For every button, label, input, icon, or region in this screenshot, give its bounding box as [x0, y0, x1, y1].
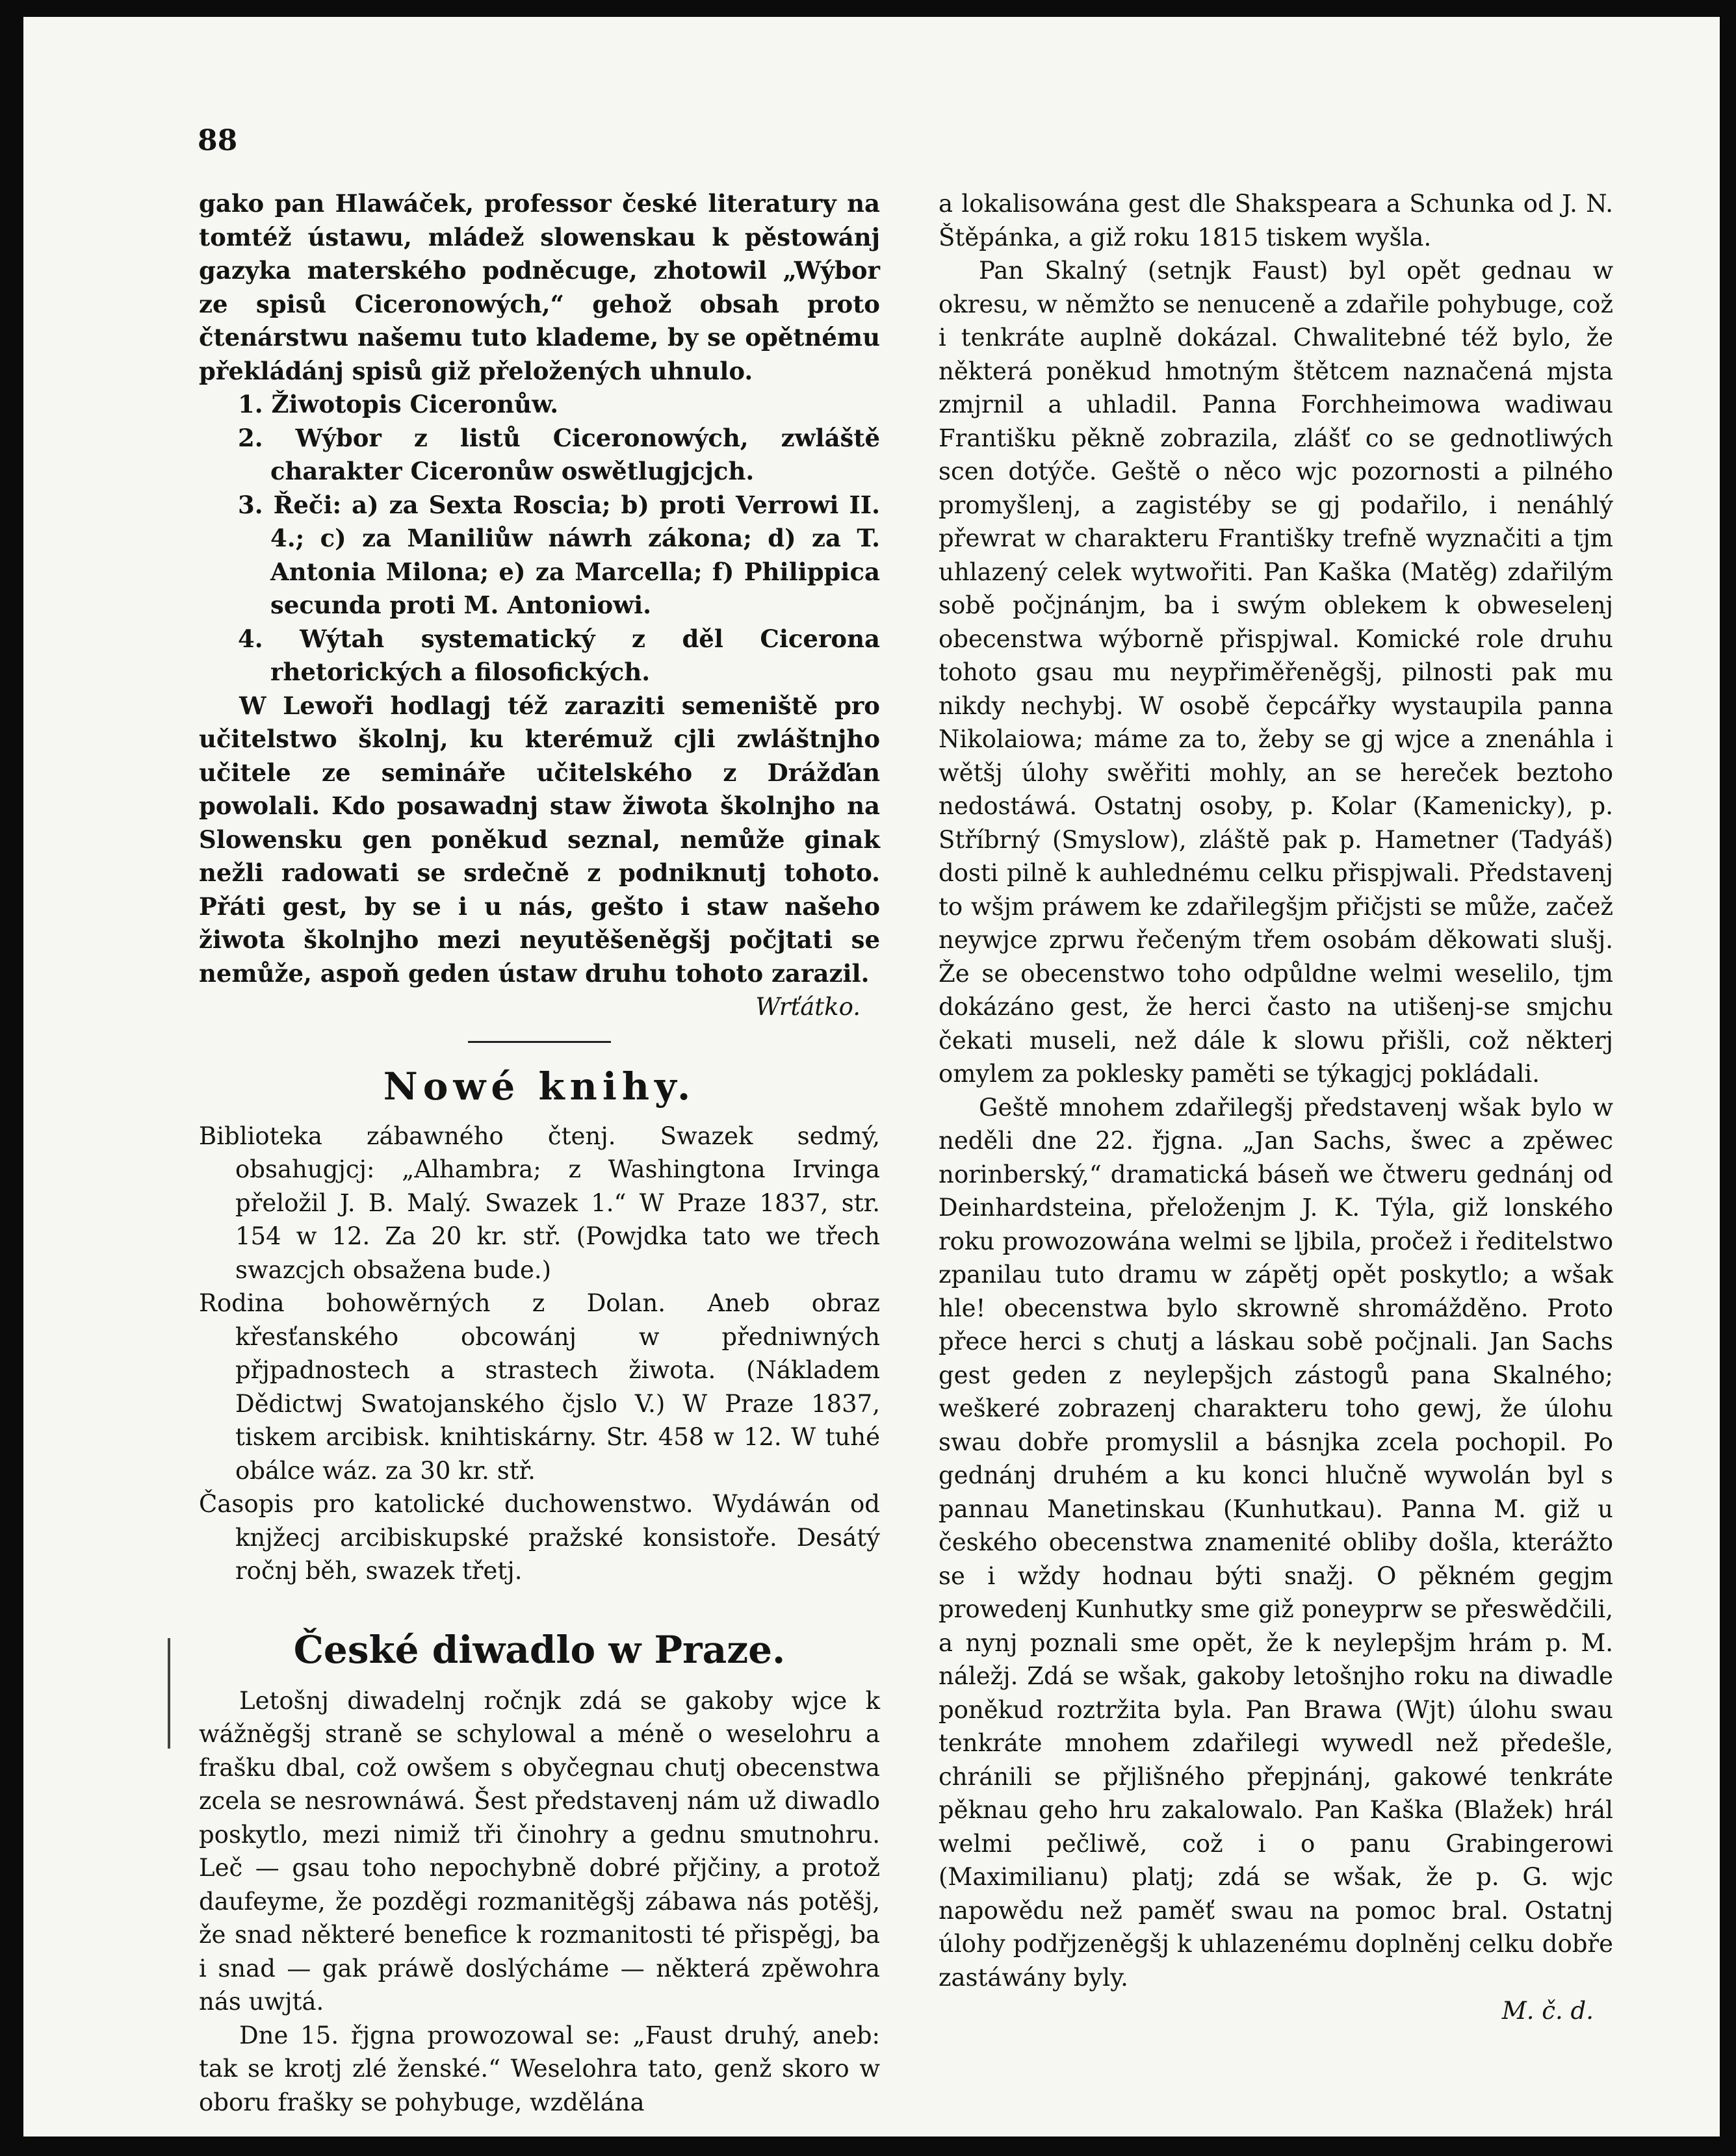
intro-paragraph: gako pan Hlawáček, professor české literatury na tomtéž ústawu, mládež slowenskau k pěstowánj gazyka materského podněcuge, zhotowil „Wýbor ze spisů Ciceronowých,“ gehož obsah proto čtenárstwu našemu tuto klademe, by se opětnému překládánj spisů giž přeložených uhnulo.	[199, 189, 880, 385]
book-entry: Časopis pro katolické duchowenstwo. Wydáwán od knjžecj arcibiskupské pražské konsistoře. Desátý ročnj běh, swazek třetj.	[199, 1490, 880, 1585]
list-item	[199, 388, 880, 422]
section-heading-new-books: Nowé knihy.	[383, 1064, 696, 1109]
theatre-paragraph: Dne 15. řjgna prowozowal se: „Faust druhý, aneb: tak se krotj zlé ženské.“ Weselohra tato, genž skoro w oboru frašky se pohybuge, wzdělána	[199, 2021, 880, 2116]
list-item-text: Wýtah systematický z děl Cicerona rhetorických a filosofických.	[270, 624, 880, 686]
newspaper-page	[23, 17, 1720, 2137]
review-signature: M. č. d.	[1501, 1997, 1594, 2025]
list-item	[199, 622, 880, 689]
left-column	[199, 187, 880, 2119]
list-item-number: 1.	[238, 390, 263, 418]
list-item-number: 4.	[238, 624, 263, 653]
list-item	[199, 422, 880, 489]
section-divider	[468, 1041, 611, 1043]
theatre-paragraph: Letošnj diwadelnj ročnjk zdá se gakoby wjce k wážněgšj straně se schylowal a méně o weselohru a frašku dbal, což owšem s obyčegnau chutj obecenstwa zcela se nesrownáwá. Šest představenj nám už diwadlo poskytlo, mezi nimiž tři činohry a gednu smutnohru. Leč — gsau toho nepochybně dobré přjčiny, a protož daufeyme, že pozděgi rozmanitěgšj zábawa nás potěšj, že snad některé benefice k rozmanitosti té přispěgj, ba i snad — gak práwě doslýcháme — některá zpěwohra nás uwjtá.	[199, 1686, 880, 2016]
review-paragraph: Pan Skalný (setnjk Faust) byl opět gednau w okresu, w němžto se nenuceně a zdařile pohybuge, což i tenkráte auplně dokázal. Chwalitebné též bylo, že některá poněkud hmotným štětcem naznačená mjsta zmjrnil a uhladil. Panna Forchheimowa wadiwau Františku pěkně zobrazila, zlášť co se gednotliwých scen dotýče. Geště o něco wjc pozornosti a pilného promyšlenj, a zagistéby se gj podařilo, i nenáhlý přewrat w charakteru Františky trefně wyznačiti a tjm uhlazený celek wytwořiti. Pan Kaška (Matěg) zdařilým sobě počjnánjm, ba i swým oblekem k obweselenj obecenstwa wýborně přispjwal. Komické role druhu tohoto gsau mu neypřiměřeněgšj, pilnosti pak mu nikdy nechybj. W osobě čepcářky wystaupila panna Nikolaiowa; máme za to, žeby se gj wjce a znenáhla i wětšj úlohy swěřiti mohly, an se hereček beztoho nedostáwá. Ostatnj osoby, p. Kolar (Kamenicky), p. Stříbrný (Smyslow), zláště pak p. Hametner (Tadyáš) dosti pilně k auhlednému celku přispjwali. Představenj to wšjm práwem ke zdařilegšjm přičjsti se může, začež neywjce zprwu řečeným třem osobám děkowati slušj. Že se obecenstwo toho odpůldne welmi weselilo, tjm dokázáno gest, že herci často na utišenj-se smjchu čekati museli, než dále k slowu přišli, což některj omylem za poklesky paměti se týkagjcj pokládali.	[939, 257, 1613, 1088]
article-signature: Wrťátko.	[755, 993, 861, 1021]
page-number: 88	[198, 124, 238, 157]
right-column	[939, 187, 1613, 2028]
margin-line-mark	[168, 1638, 170, 1749]
list-item-text: Žiwotopis Ciceronůw.	[271, 390, 559, 418]
book-entry: Biblioteka zábawného čtenj. Swazek sedmý, obsahugjcj: „Alhambra; z Washingtona Irvinga přeložil J. B. Malý. Swazek 1.“ W Praze 1837, str. 154 w 12. Za 20 kr. stř. (Powjdka tato we třech swazcjch obsažena bude.)	[199, 1122, 880, 1284]
list-item-number: 3.	[238, 490, 263, 519]
list-item	[199, 489, 880, 622]
list-item-number: 2.	[238, 423, 263, 452]
review-paragraph: Geště mnohem zdařilegšj představenj wšak bylo w neděli dne 22. řjgna. „Jan Sachs, šwec a zpěwec norinberský,“ dramatická báseň we čtweru gednánj od Deinhardsteina, přeloženjm J. K. Týla, giž lonského roku prowozowána welmi se ljbila, pročež i ředitelstwo zpanilau tuto dramu w zápětj opět poskytlo; a wšak hle! obecenstwa bylo skrowně shromážděno. Proto přece herci s chutj a láskau sobě počjnali. Jan Sachs gest geden z neylepšjch zástogů pana Skalného; weškeré zobrazenj charakteru toho gewj, že úlohu swau dobře promyslil a básnjka zcela pochopil. Po gednánj druhém a ku konci hlučně wywolán byl s pannau Manetinskau (Kunhutkau). Panna M. giž u českého obecenstwa znamenité obliby došla, kterážto se i wždy hodnau býti snažj. O pěkném gegjm prowedenj Kunhutky sme giž poneyprw se přeswědčili, a nynj poznali sme opět, že k neylepšjm hrám p. M. náležj. Zdá se wšak, gakoby letošnjho roku na diwadle poněkud roztržita byla. Pan Brawa (Wjt) úlohu swau tenkráte mnohem zdařilegi wywedl než předešle, chránili se přjlišného přepjnánj, gakowé tenkráte pěknau geho hru zakalowalo. Pan Kaška (Blažek) hrál welmi pečliwě, což i o panu Grabingerowi (Maximilianu) platj; zdá se wšak, že p. G. wjc napowědu než paměť swau na pomoc bral. Ostatnj úlohy podřjzeněgšj k uhlazenému doplněnj celku dobře zastáwány byly.	[939, 1093, 1613, 1992]
section-heading-czech-theatre: České diwadlo w Praze.	[293, 1627, 786, 1672]
closing-paragraph: W Lewoři hodlagj též zaraziti semeniště pro učitelstwo školnj, ku kterémuž cjli zwláštnjho učitele ze semináře učitelského z Drážďan powolali. Kdo posawadnj staw žiwota školnjho na Slowensku gen poněkud seznal, nemůže ginak nežli radowati se srdečně z podniknutj tohoto. Přáti gest, by se i u nás, gešto i staw našeho žiwota školnjho mezi neyutěšeněgšj počjtati se nemůže, aspoň geden ústaw druhu tohoto zarazil.	[199, 691, 880, 988]
review-paragraph: a lokalisowána gest dle Shakspeara a Schunka od J. N. Štěpánka, a giž roku 1815 tiskem wyšla.	[939, 190, 1613, 251]
book-entry: Rodina bohowěrných z Dolan. Aneb obraz křesťanského obcowánj w předniwných přjpadnostech a strastech žiwota. (Nákladem Dědictwj Swatojanského čjslo V.) W Praze 1837, tiskem arcibisk. knihtiskárny. Str. 458 w 12. W tuhé obálce wáz. za 30 kr. stř.	[199, 1289, 880, 1485]
list-item-text: Wýbor z listů Ciceronowých, zwláště charakter Ciceronůw oswětlugjcjch.	[270, 423, 881, 485]
list-item-text: Řeči: a) za Sexta Roscia; b) proti Verrowi II. 4.; c) za Maniliůw náwrh zákona; d) za T. Antonia Milona; e) za Marcella; f) Philippica secunda proti M. Antoniowi.	[270, 490, 880, 619]
